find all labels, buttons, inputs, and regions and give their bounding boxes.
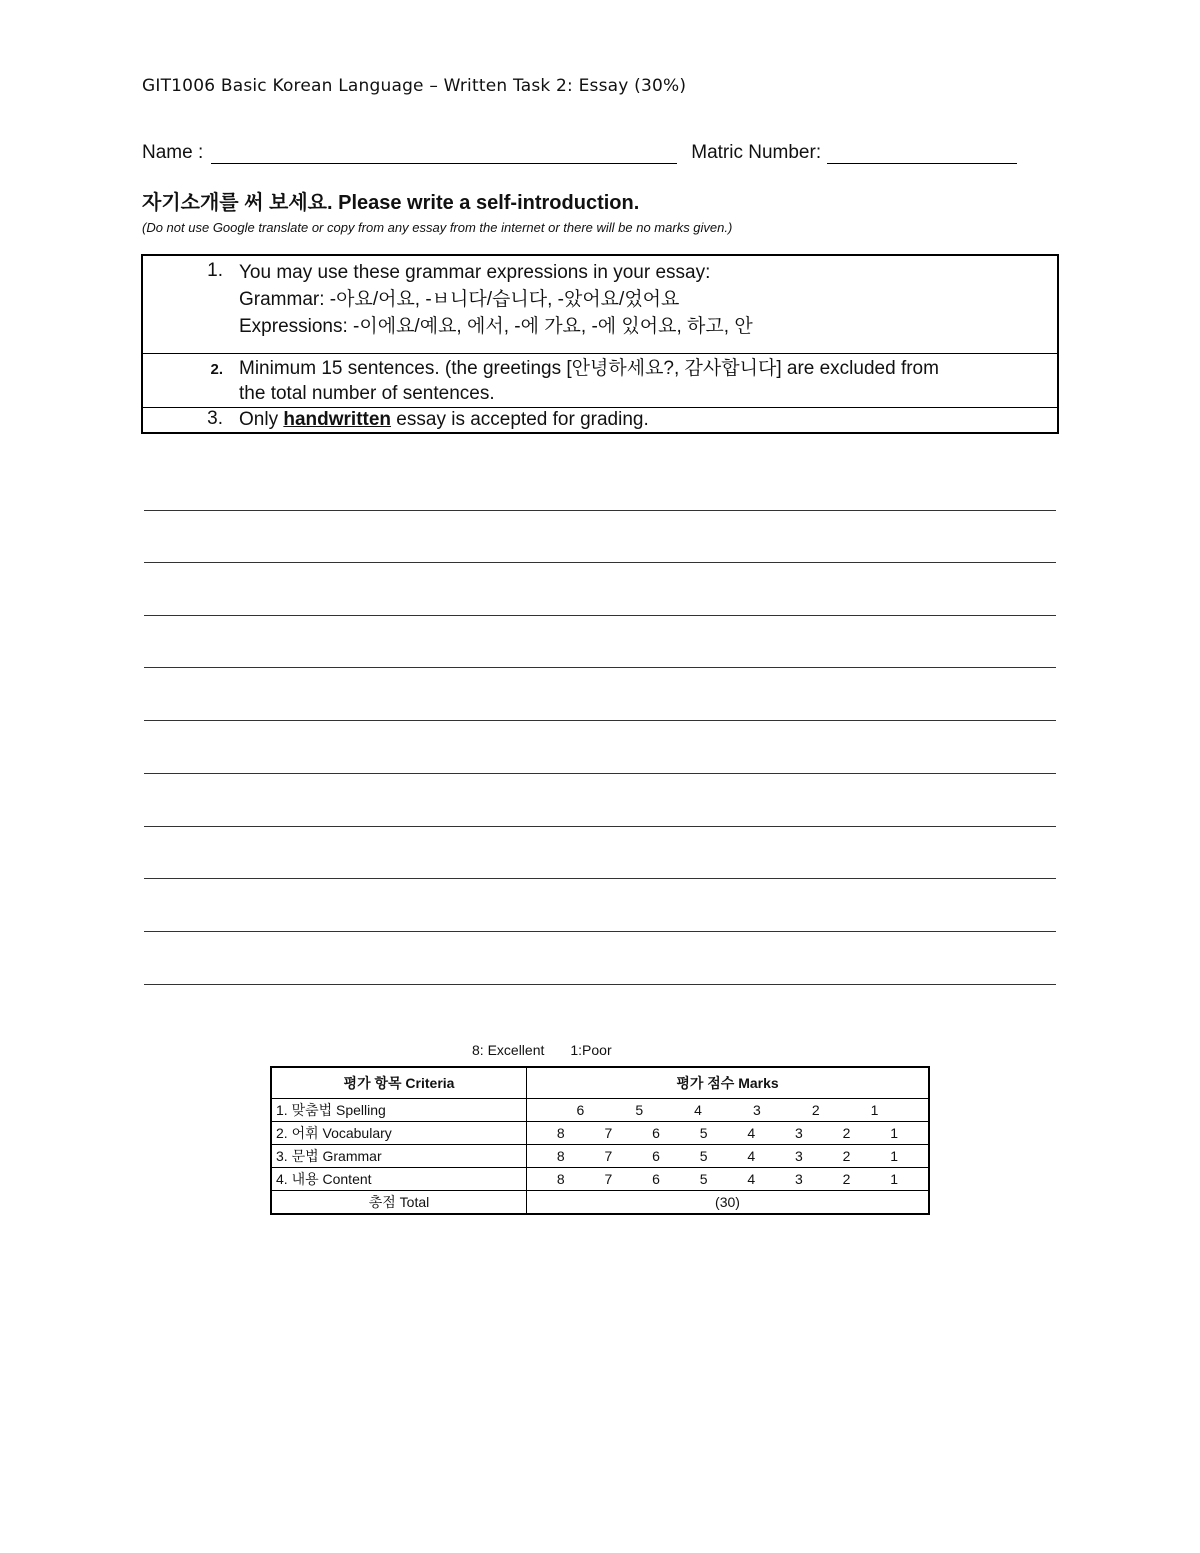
- course-title: GIT1006 Basic Korean Language – Written Task 2: Essay (30%): [142, 76, 687, 96]
- score-option[interactable]: 3: [795, 1125, 803, 1141]
- score-cell: [527, 1168, 930, 1191]
- score-option[interactable]: 1: [870, 1102, 879, 1118]
- score-option[interactable]: 6: [652, 1125, 660, 1141]
- score-option[interactable]: 1: [890, 1125, 899, 1141]
- instruction-number: 3.: [207, 407, 223, 429]
- rubric-total-row: [271, 1191, 929, 1215]
- legend-poor: 1:Poor: [570, 1042, 612, 1058]
- instruction-row: [142, 255, 1058, 353]
- criterion-label: 4. 내용 Content: [271, 1168, 527, 1191]
- rubric-table: [270, 1066, 930, 1215]
- student-info-row: [142, 142, 1062, 164]
- name-field[interactable]: [211, 145, 677, 164]
- score-option[interactable]: 2: [842, 1171, 851, 1187]
- instruction-line: Grammar: -아요/어요, -ㅂ니다/습니다, -았어요/었어요: [239, 289, 680, 310]
- score-legend: [472, 1042, 612, 1058]
- score-cell: [527, 1145, 930, 1168]
- writing-line[interactable]: [144, 720, 1056, 721]
- instruction-line: Only: [239, 408, 284, 430]
- instruction-line: Minimum 15 sentences. (the greetings [안녕하세요?, 감사합니다] are excluded from: [239, 357, 939, 379]
- total-value: (30): [527, 1191, 930, 1215]
- score-option[interactable]: 6: [652, 1148, 660, 1164]
- writing-line[interactable]: [144, 878, 1056, 879]
- instruction-row: [142, 407, 1058, 433]
- criterion-label: 1. 맞춤법 Spelling: [271, 1099, 527, 1122]
- instruction-line: the total number of sentences.: [239, 382, 495, 404]
- score-option[interactable]: 5: [635, 1102, 644, 1118]
- score-option[interactable]: 4: [747, 1171, 756, 1187]
- total-label: 총점 Total: [271, 1191, 527, 1215]
- writing-line[interactable]: [144, 773, 1056, 774]
- instruction-text: [239, 353, 1058, 407]
- instruction-number: 1.: [142, 255, 239, 353]
- writing-line[interactable]: [144, 562, 1056, 563]
- marks-header: 평가 점수 Marks: [527, 1067, 930, 1099]
- score-option[interactable]: 7: [604, 1171, 613, 1187]
- writing-line[interactable]: [144, 984, 1056, 985]
- score-option[interactable]: 4: [694, 1102, 702, 1118]
- score-cell: [527, 1122, 930, 1145]
- criteria-header: 평가 항목 Criteria: [271, 1067, 527, 1099]
- instruction-line: You may use these grammar expressions in your essay:: [239, 262, 711, 283]
- rubric-row-grammar: [271, 1145, 929, 1168]
- score-option[interactable]: 7: [604, 1125, 613, 1141]
- matric-label: Matric Number:: [691, 142, 822, 163]
- score-option[interactable]: 5: [699, 1125, 708, 1141]
- score-option[interactable]: 1: [890, 1148, 899, 1164]
- emphasis-text: handwritten: [283, 408, 392, 430]
- score-option[interactable]: 6: [576, 1102, 585, 1118]
- score-option[interactable]: 3: [795, 1148, 803, 1164]
- writing-line[interactable]: [144, 826, 1056, 827]
- task-heading: 자기소개를 써 보세요. Please write a self-introduction.: [142, 192, 640, 214]
- writing-line[interactable]: [144, 615, 1056, 616]
- writing-line[interactable]: [144, 931, 1056, 932]
- writing-line[interactable]: [144, 510, 1056, 511]
- score-option[interactable]: 7: [604, 1148, 613, 1164]
- score-option[interactable]: 2: [842, 1148, 851, 1164]
- legend-excellent: 8: Excellent: [472, 1042, 545, 1058]
- score-option[interactable]: 8: [556, 1148, 565, 1164]
- score-option[interactable]: 8: [556, 1125, 565, 1141]
- writing-line[interactable]: [144, 667, 1056, 668]
- matric-field[interactable]: [827, 145, 1017, 164]
- criterion-label: 3. 문법 Grammar: [271, 1145, 527, 1168]
- instructions-table: [141, 254, 1059, 434]
- score-option[interactable]: 3: [752, 1102, 761, 1118]
- score-option[interactable]: 8: [556, 1171, 565, 1187]
- name-label: Name :: [142, 142, 204, 163]
- rubric-row-vocabulary: [271, 1122, 929, 1145]
- rubric-row-spelling: [271, 1099, 929, 1122]
- rubric-header-row: [271, 1067, 929, 1099]
- rubric-row-content: [271, 1168, 929, 1191]
- score-option[interactable]: 2: [842, 1125, 851, 1141]
- score-option[interactable]: 6: [652, 1171, 660, 1187]
- score-option[interactable]: 5: [699, 1148, 708, 1164]
- score-option[interactable]: 2: [811, 1102, 820, 1118]
- instruction-row: [142, 353, 1058, 407]
- task-note: (Do not use Google translate or copy from any essay from the internet or there will be no marks given.): [142, 220, 733, 235]
- score-option[interactable]: 4: [747, 1148, 756, 1164]
- score-option[interactable]: 1: [890, 1171, 899, 1187]
- instruction-line: essay is accepted for grading.: [391, 408, 649, 430]
- score-option[interactable]: 3: [795, 1171, 803, 1187]
- score-option[interactable]: 4: [747, 1125, 756, 1141]
- instruction-number: 2.: [142, 353, 239, 407]
- instruction-line: Expressions: -이에요/예요, 에서, -에 가요, -에 있어요, 하고, 안: [239, 316, 753, 337]
- score-option[interactable]: 5: [699, 1171, 708, 1187]
- instruction-text: [239, 407, 1058, 433]
- instruction-text: [239, 255, 1058, 353]
- score-cell: [527, 1099, 930, 1122]
- criterion-label: 2. 어휘 Vocabulary: [271, 1122, 527, 1145]
